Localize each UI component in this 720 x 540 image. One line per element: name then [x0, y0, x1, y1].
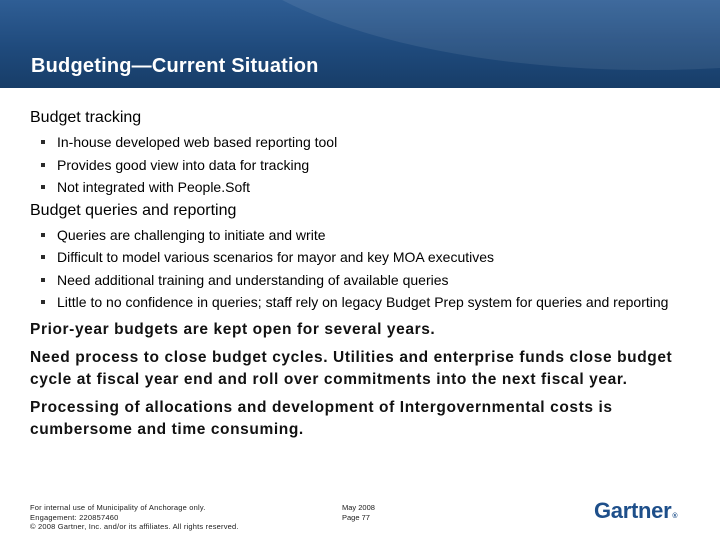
list-item: [30, 156, 694, 174]
paragraph-close-cycles: Need process to close budget cycles. Utilities and enterprise funds close budget cycle at fiscal year end and roll over commitments into the next fiscal year.: [30, 349, 673, 388]
bullet-text: Little to no confidence in queries; staff rely on legacy Budget Prep system for queries and reporting: [57, 294, 669, 310]
slide-content: [30, 108, 694, 441]
bullet-text: Queries are challenging to initiate and write: [57, 226, 326, 243]
bullet-icon: [41, 255, 45, 259]
bullet-text: In-house developed web based reporting tool: [57, 134, 338, 150]
footer-copyright-line: © 2008 Gartner, Inc. and/or its affiliates. All rights reserved.: [30, 522, 239, 531]
registered-mark-icon: ®: [672, 513, 678, 520]
list-item: [30, 133, 694, 151]
bullet-text: Provides good view into data for tracking: [57, 156, 310, 173]
bullet-icon: [41, 300, 45, 304]
slide-header: [0, 0, 720, 88]
footer-usage-line: For internal use of Municipality of Anchorage only.: [30, 503, 206, 512]
bullet-text: Not integrated with People.Soft: [57, 179, 251, 195]
gartner-logo: [594, 498, 677, 524]
paragraph-prior-year: Prior-year budgets are kept open for several years.: [30, 321, 436, 338]
bullet-text: Need additional training and understanding of available queries: [57, 271, 449, 288]
footer-engagement-line: Engagement: 220857460: [30, 512, 119, 522]
footer-date-page: [342, 503, 375, 522]
bullet-icon: [41, 140, 45, 144]
logo-text: Gartner: [594, 498, 672, 523]
footer-page-number: Page 77: [342, 512, 370, 522]
list-item: [30, 293, 694, 311]
paragraph-allocations: Processing of allocations and development of Intergovernmental costs is cumbersome and time consuming.: [30, 399, 613, 438]
list-item: [30, 226, 694, 244]
section-heading-budget-queries: Budget queries and reporting: [30, 201, 237, 219]
footer-notice: [30, 503, 239, 532]
section-heading-budget-tracking: Budget tracking: [30, 109, 142, 126]
bullet-icon: [41, 185, 45, 189]
bullet-icon: [41, 278, 45, 282]
bullet-icon: [41, 233, 45, 237]
footer-date: May 2008: [342, 503, 375, 512]
bullet-text: Difficult to model various scenarios for mayor and key MOA executives: [57, 249, 495, 265]
list-item: [30, 248, 694, 266]
list-item: [30, 271, 694, 289]
bullet-icon: [41, 163, 45, 167]
slide-title: Budgeting—Current Situation: [31, 55, 319, 77]
bullet-list-budget-tracking: [30, 133, 694, 196]
bullet-list-budget-queries: [30, 226, 694, 312]
list-item: [30, 178, 694, 196]
